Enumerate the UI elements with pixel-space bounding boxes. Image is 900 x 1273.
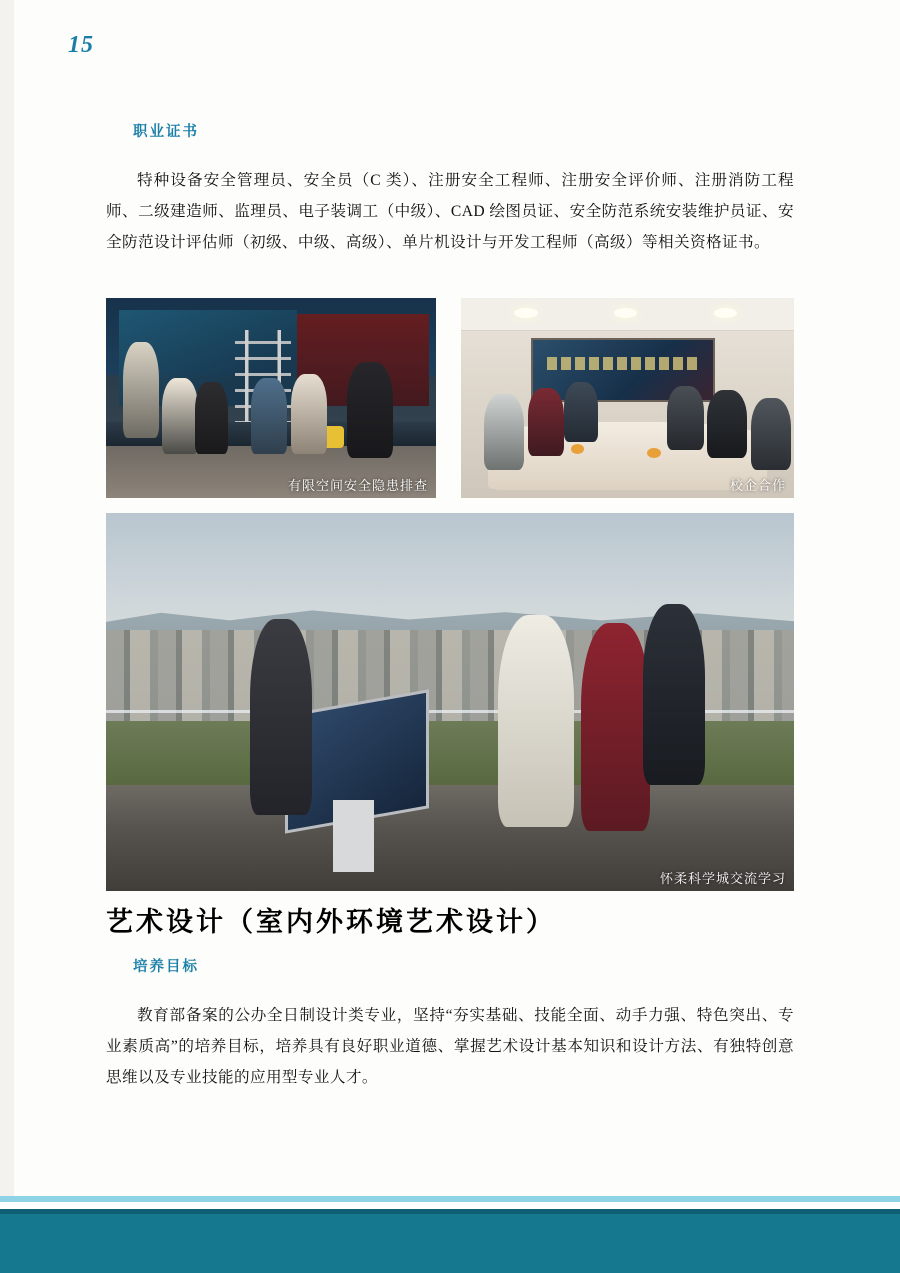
photo2-person-2 — [528, 388, 565, 456]
photo3-kiosk-stand — [333, 800, 374, 872]
photo1-person-5 — [291, 374, 327, 454]
photo-safety-inspection — [106, 298, 436, 498]
footer-bar-top-edge — [0, 1209, 900, 1214]
photo2-ceiling-light-left — [514, 308, 537, 318]
photo3-person-guide — [250, 619, 312, 816]
page-left-edge — [0, 0, 14, 1273]
photo2-fruit-plate-right — [647, 448, 660, 458]
photo-school-enterprise-cooperation — [461, 298, 794, 498]
photo3-person-dark-jacket — [643, 604, 705, 785]
footer-white-gap — [0, 1202, 900, 1209]
section-label-training-goal: 培养目标 — [133, 959, 199, 975]
paragraph-certificates: 特种设备安全管理员、安全员（C 类）、注册安全工程师、注册安全评价师、注册消防工程师、二级建造师、监理员、电子装调工（中级）、CAD 绘图员证、安全防范系统安装维护员证、安全防范设计评估师（初级、中级、高级）、单片机设计与开发工程师（高级）等相关资格证书。 — [106, 172, 794, 251]
photo3-person-white-coat — [498, 615, 574, 827]
photo1-person-4 — [251, 378, 287, 454]
photo2-screen-content — [547, 357, 698, 370]
photo2-caption: 校企合作 — [729, 478, 786, 493]
photo2-person-3 — [564, 382, 597, 442]
photo3-caption: 怀柔科学城交流学习 — [659, 871, 786, 886]
photo1-person-1 — [123, 342, 159, 438]
page-number: 15 — [68, 32, 94, 58]
photo2-person-6 — [751, 398, 791, 470]
photo1-person-2 — [162, 378, 198, 454]
photo-huairou-science-city-visit — [106, 513, 794, 891]
photo3-person-red-coat — [581, 623, 650, 831]
section-label-certificates: 职业证书 — [133, 124, 199, 140]
paragraph-training-goal: 教育部备案的公办全日制设计类专业，坚持“夯实基础、技能全面、动手力强、特色突出、专业素质高”的培养目标，培养具有良好职业道德、掌握艺术设计基本知识和设计方法、有独特创意思维以及专业技能的应用型专业人才。 — [106, 1007, 794, 1086]
footer-main-bar — [0, 1209, 900, 1273]
photo2-person-1 — [484, 394, 524, 470]
photo2-person-4 — [667, 386, 704, 450]
major-title: 艺术设计（室内外环境艺术设计） — [106, 907, 556, 937]
photo1-person-6 — [347, 362, 393, 458]
photo1-caption: 有限空间安全隐患排查 — [287, 478, 428, 493]
photo1-person-3 — [195, 382, 228, 454]
photo2-person-5 — [707, 390, 747, 458]
